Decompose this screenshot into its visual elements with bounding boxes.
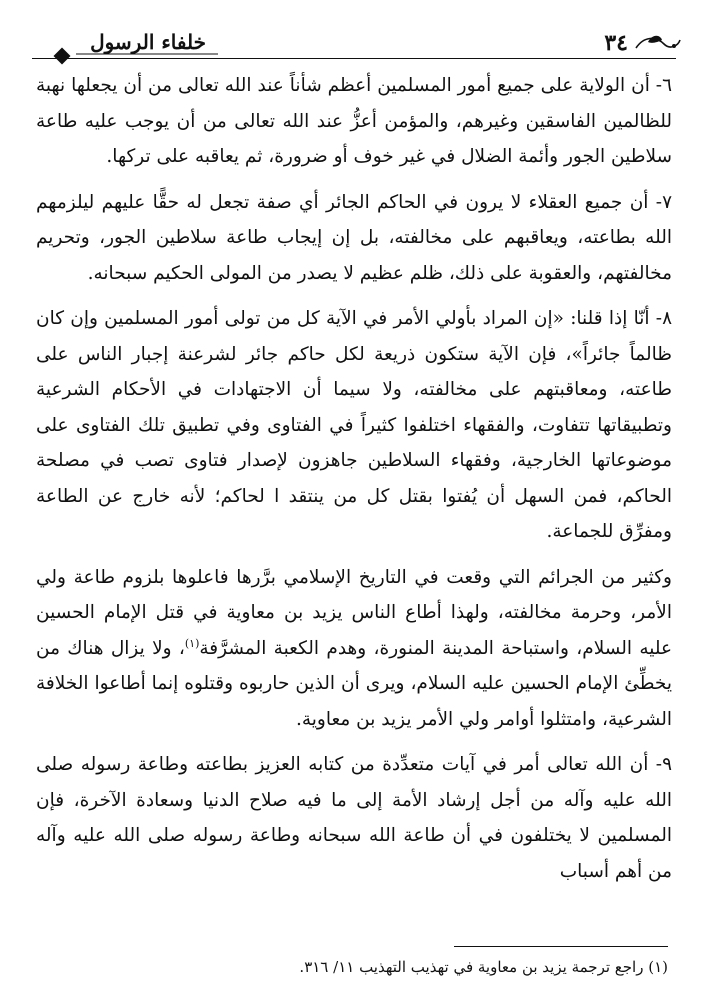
- footnote-text: (١) راجع ترجمة يزيد بن معاوية في تهذيب التهذيب ١١/ ٣١٦.: [299, 958, 668, 976]
- diamond-icon: [54, 48, 71, 65]
- header-rule: [32, 58, 676, 59]
- paragraph-history: [36, 560, 672, 738]
- paragraph-6: ٦- أن الولاية على جميع أمور المسلمين أعظم شأناً عند الله تعالى من أن يجعلها نهبة للظالمين الفاسقين وغيرهم، والمؤمن أعزُّ عند الله تعالى من أن يوجب عليه طاعة سلاطين الجور وأئمة الضلال في غير خوف أو ضرورة، ثم يعاقبه على تركها.: [36, 75, 672, 167]
- main-text: [36, 68, 672, 899]
- paragraph-history-part-1: وكثير من الجرائم التي وقعت في التاريخ الإسلامي برَّرها فاعلوها بلزوم طاعة ولي الأمر، وحرمة مخالفته، ولهذا أطاع الناس يزيد بن معاوية في قتل الإمام الحسين عليه السلام، واستباحة المدينة المنورة، وهدم الكعبة المشرَّفة: [36, 566, 672, 659]
- paragraph-8: ٨- أنّا إذا قلنا: «إن المراد بأولي الأمر في الآية كل من تولى أمور المسلمين وإن كان ظالماً جائراً»، فإن الآية ستكون ذريعة لكل حاكم جائر لشرعنة إجبار الناس على طاعته، ومعاقبتهم على مخالفته، ولا سيما أن الاجتهادات في الأحكام الشرعية وتطبيقاتها تتفاوت، والفقهاء اختلفوا كثيراً في الفتاوى وفي تطبيق تلك الفتاوى على موضوعاتها الخارجية، وفقهاء السلاطين جاهزون لإصدار فتاوى تصب في مصلحة الحاكم، فمن السهل أن يُفتوا بقتل كل من ينتقد ا لحاكم؛ لأنه خارج عن الطاعة ومفرِّق للجماعة.: [36, 308, 672, 542]
- footnote-marker[interactable]: (١): [184, 636, 200, 650]
- ornament-leaf-icon: [634, 32, 682, 54]
- paragraph-7: ٧- أن جميع العقلاء لا يرون في الحاكم الجائر أي صفة تجعل له حقًّا عليهم ليلزمهم الله بطاعته، ويعاقبهم على مخالفته، بل إن إيجاب طاعة سلاطين الجور، وتحريم مخالفتهم، والعقوبة على ذلك، ظلم عظيم لا يصدر من المولى الحكيم سبحانه.: [36, 191, 672, 284]
- book-title: خلفاء الرسول: [90, 30, 206, 54]
- paragraph-9: ٩- أن الله تعالى أمر في آيات متعدِّدة من كتابه العزيز بطاعته وطاعة رسوله صلى الله عليه وآله من أجل إرشاد الأمة إلى ما فيه صلاح الدنيا وسعادة الآخرة، فإن المسلمين لا يختلفون في أن طاعة الله سبحانه وطاعة رسوله صلى الله عليه وآله من أهم أسباب: [36, 754, 672, 882]
- page-header: [22, 28, 686, 64]
- page-number: ٣٤: [604, 30, 628, 56]
- paragraph-history-part-2: ، ولا يزال هناك من يخطِّئ الإمام الحسين عليه السلام، ويرى أن الذين حاربوه وقتلوه إنما أطاعوا الخلافة الشرعية، وامتثلوا أوامر ولي الأمر يزيد بن معاوية.: [36, 637, 672, 730]
- footnote-divider: [454, 946, 668, 947]
